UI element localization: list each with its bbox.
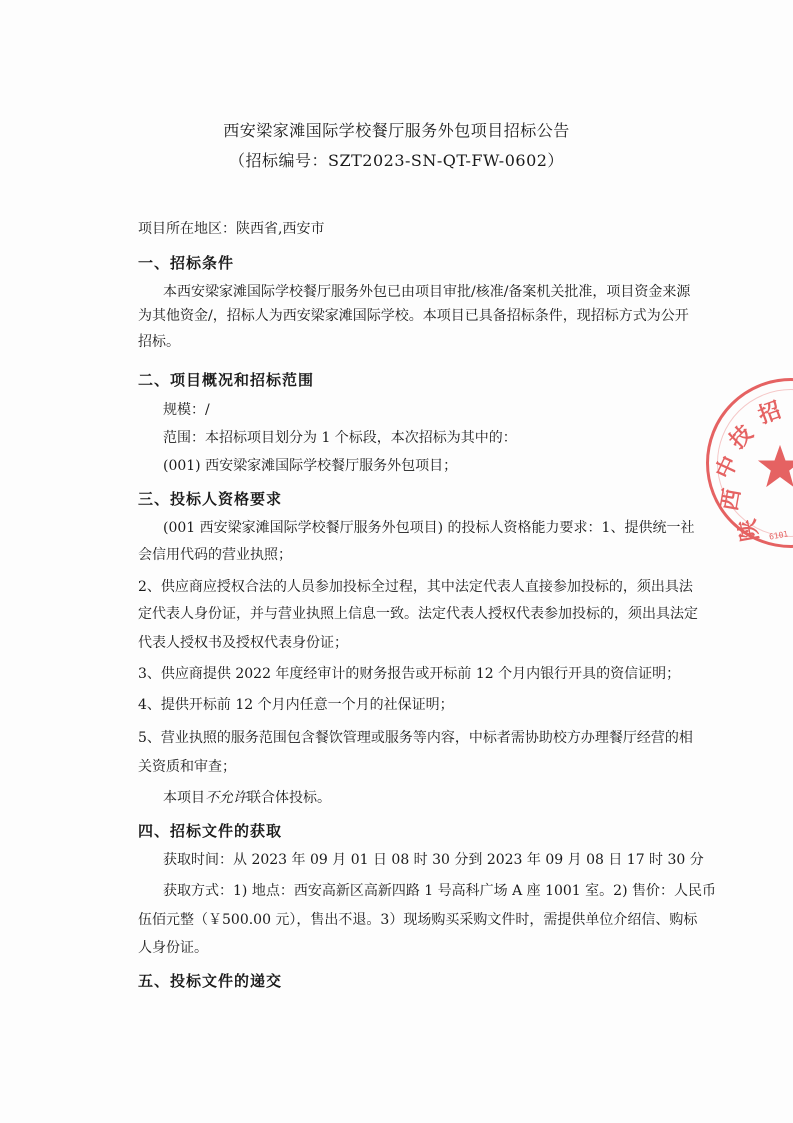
- paragraph-line: 人身份证。: [138, 940, 208, 956]
- seal-code: 6101: [768, 529, 789, 542]
- paragraph-line: 代表人授权书及授权代表身份证；: [138, 635, 348, 651]
- paragraph-line: 5、营业执照的服务范围包含餐饮管理或服务等内容，中标者需协助校方办理餐厅经营的相: [138, 730, 693, 746]
- paragraph-line: 定代表人身份证，并与营业执照上信息一致。法定代表人授权代表参加投标的，须出具法定: [138, 606, 698, 622]
- consortium-prefix: 本项目: [163, 790, 205, 806]
- paragraph-line: 规模：/: [163, 402, 210, 418]
- seal-char: 技: [725, 421, 759, 455]
- paragraph-line: 伍佰元整（￥500.00 元），售出不退。3）现场购买采购文件时，需提供单位介绍信、购标: [138, 912, 698, 928]
- paragraph-line: 3、供应商提供 2022 年度经审计的财务报告或开标前 12 个月内银行开具的资信证明；: [138, 666, 681, 682]
- tender-code: （招标编号：SZT2023-SN-QT-FW-0602）: [229, 151, 564, 170]
- official-seal-stamp: [706, 378, 793, 548]
- section-heading-documents: 四、招标文件的获取: [138, 822, 283, 840]
- paragraph-line: 招标。: [138, 334, 180, 350]
- paragraph-line: 范围：本招标项目划分为 1 个标段，本次招标为其中的：: [163, 430, 517, 446]
- section-heading-overview: 二、项目概况和招标范围: [138, 371, 315, 389]
- seal-char: 招: [755, 398, 785, 430]
- section-heading-conditions: 一、招标条件: [138, 254, 235, 272]
- seal-char: 西: [717, 486, 746, 513]
- paragraph-line: (001 西安梁家滩国际学校餐厅服务外包项目) 的投标人资格能力要求：1、提供统一社: [163, 520, 695, 536]
- section-heading-qualification: 三、投标人资格要求: [138, 490, 283, 508]
- consortium-emphasis: 不允许: [205, 790, 247, 806]
- paragraph-line: 为其他资金/，招标人为西安梁家滩国际学校。本项目已具备招标条件，现招标方式为公开: [138, 308, 689, 324]
- paragraph-line: 关资质和审查；: [138, 759, 236, 775]
- paragraph-line: 获取时间：从 2023 年 09 月 01 日 08 时 30 分到 2023 年 09 月 08 日 17 时 30 分: [163, 852, 704, 868]
- paragraph-line: 获取方式：1) 地点：西安高新区高新四路 1 号高科广场 A 座 1001 室。2) 售价：人民币: [163, 883, 716, 899]
- project-region: 项目所在地区：陕西省,西安市: [138, 221, 325, 237]
- paragraph-line: 本西安梁家滩国际学校餐厅服务外包已由项目审批/核准/备案机关批准，项目资金来源: [163, 284, 691, 300]
- section-heading-submission: 五、投标文件的递交: [138, 972, 283, 990]
- seal-char: 陕: [735, 517, 764, 544]
- seal-char: 中: [711, 452, 744, 484]
- consortium-suffix: 联合体投标。: [247, 790, 331, 806]
- paragraph-line: 会信用代码的营业执照；: [138, 547, 292, 563]
- seal-star-icon: [757, 443, 793, 489]
- consortium-note: [163, 790, 683, 807]
- paragraph-line: 4、提供开标前 12 个月内任意一个月的社保证明；: [138, 697, 454, 713]
- document-title: 西安梁家滩国际学校餐厅服务外包项目招标公告: [223, 121, 570, 140]
- paragraph-line: 2、供应商应授权合法的人员参加投标全过程，其中法定代表人直接参加投标的，须出具法: [138, 579, 693, 595]
- paragraph-line: (001) 西安梁家滩国际学校餐厅服务外包项目；: [163, 458, 458, 474]
